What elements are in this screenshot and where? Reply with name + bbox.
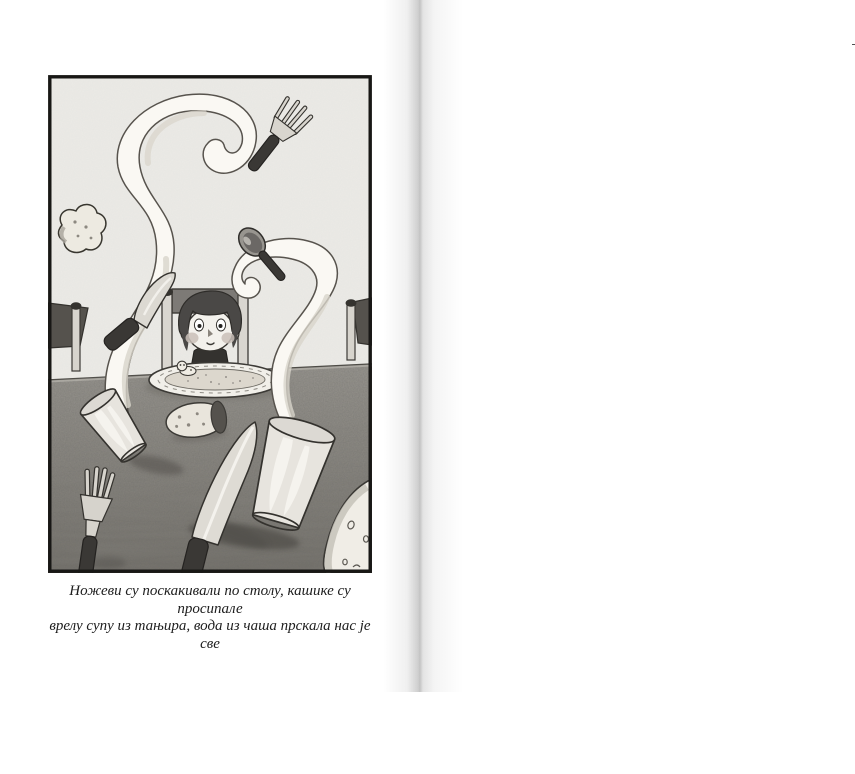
illustration-caption: [40, 583, 380, 653]
caption-line: Ножеви су поскакивали по столу, кашике су просипале: [69, 583, 351, 617]
caption-line: врелу супу из тањира, вода из чаша прскала нас је све: [49, 618, 371, 652]
right-page: [427, 0, 855, 692]
illustration-frame: [48, 75, 372, 573]
left-page: [0, 0, 427, 692]
illustration: [48, 75, 372, 573]
